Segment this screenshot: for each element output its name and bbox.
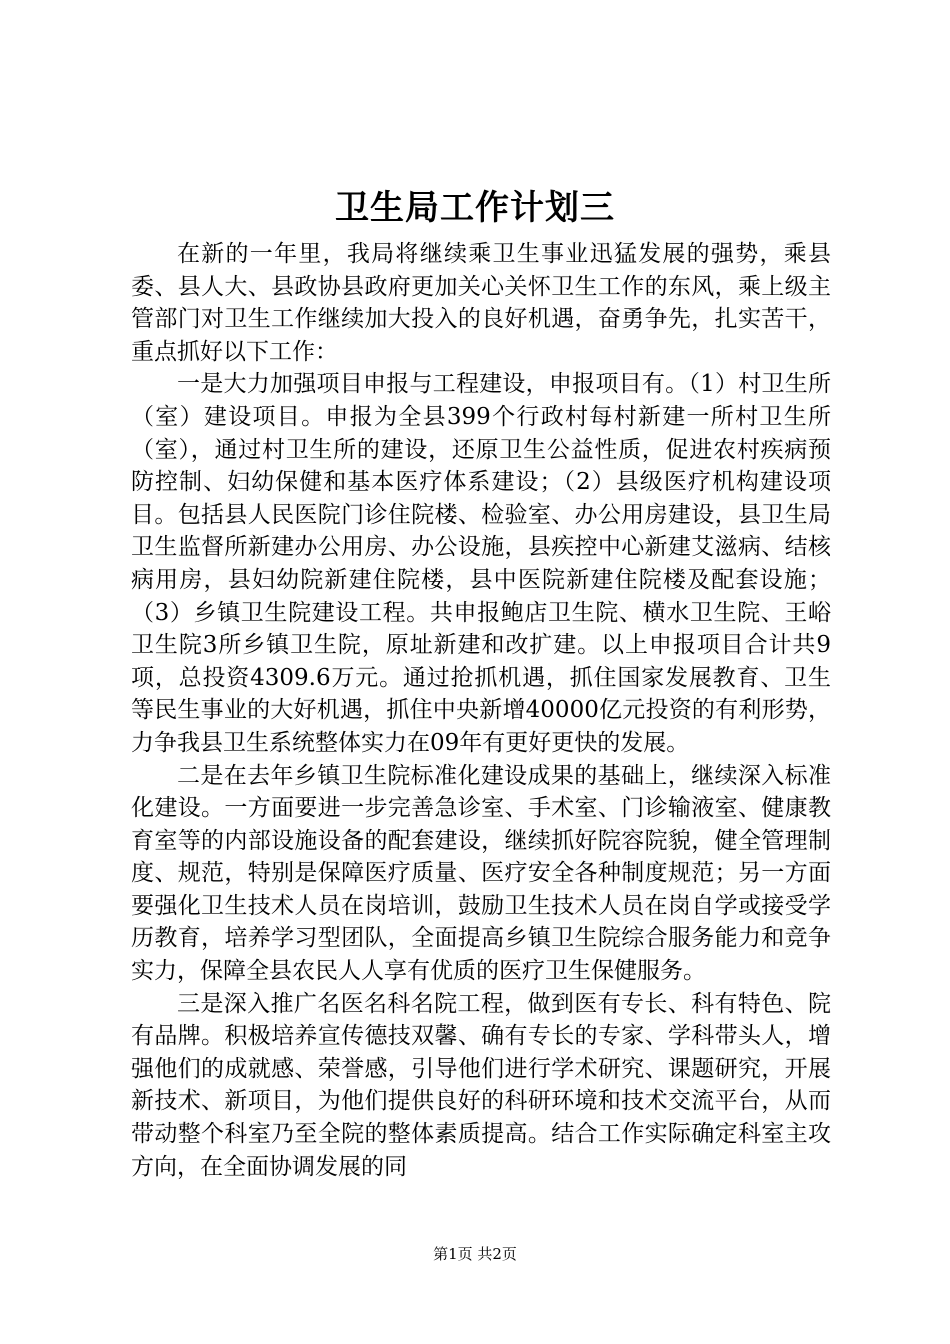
paragraph-item-2: 二是在去年乡镇卫生院标准化建设成果的基础上，继续深入标准化建设。一方面要进一步完善急诊室、手术室、门诊输液室、健康教育室等的内部设施设备的配套建设，继续抓好院容院貌，健全管理制度、规范，特别是保障医疗质量、医疗安全各种制度规范；另一方面要强化卫生技术人员在岗培训，鼓励卫生技术人员在岗自学或接受学历教育，培养学习型团队，全面提高乡镇卫生院综合服务能力和竞争实力，保障全县农民人人享有优质的医疗卫生保健服务。	[131, 762, 831, 985]
paragraph-item-3: 三是深入推广名医名科名院工程，做到医有专长、科有特色、院有品牌。积极培养宣传德技双馨、确有专长的专家、学科带头人，增强他们的成就感、荣誉感，引导他们进行学术研究、课题研究，开展新技术、新项目，为他们提供良好的科研环境和技术交流平台，从而带动整个科室乃至全院的整体素质提高。结合工作实际确定科室主攻方向，在全面协调发展的同	[131, 990, 831, 1180]
page-footer: 第1页 共2页	[433, 1245, 517, 1263]
document-title: 卫生局工作计划三	[335, 188, 615, 228]
document-body	[131, 238, 831, 1183]
paragraph-item-1: 一是大力加强项目申报与工程建设，申报项目有。（1）村卫生所（室）建设项目。申报为全县399个行政村每村新建一所村卫生所（室），通过村卫生所的建设，还原卫生公益性质，促进农村疾病预防控制、妇幼保健和基本医疗体系建设；（2）县级医疗机构建设项目。包括县人民医院门诊住院楼、检验室、办公用房建设，县卫生局卫生监督所新建办公用房、办公设施，县疾控中心新建艾滋病、结核病用房，县妇幼院新建住院楼，县中医院新建住院楼及配套设施；（3）乡镇卫生院建设工程。共申报鲍店卫生院、横水卫生院、王峪卫生院3所乡镇卫生院，原址新建和改扩建。以上申报项目合计共9项，总投资4309.6万元。通过抢抓机遇，抓住国家发展教育、卫生等民生事业的大好机遇，抓住中央新增40000亿元投资的有利形势，力争我县卫生系统整体实力在09年有更好更快的发展。	[131, 371, 831, 756]
paragraph-intro: 在新的一年里，我局将继续乘卫生事业迅猛发展的强势，乘县委、县人大、县政协县政府更加关心关怀卫生工作的东风，乘上级主管部门对卫生工作继续加大投入的良好机遇，奋勇争先，扎实苦干，重点抓好以下工作：	[131, 241, 831, 365]
